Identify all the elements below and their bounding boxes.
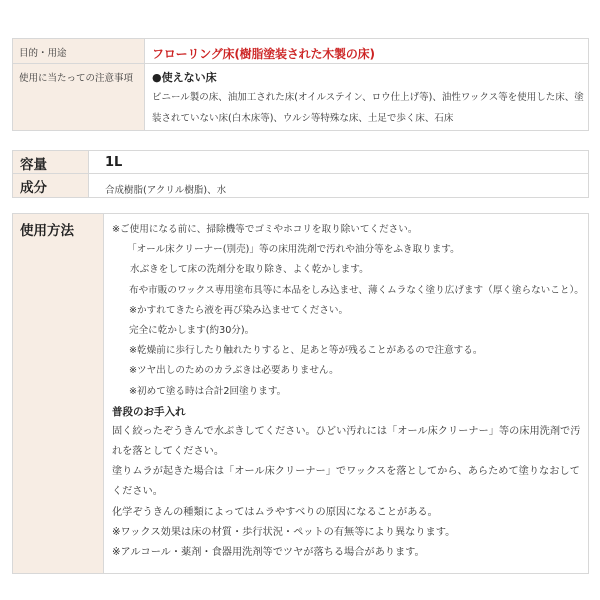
purpose-value: フローリング床(樹脂塗装された木製の床) [152,47,375,61]
usage-row [13,214,589,574]
volume-label: 容量 [13,151,89,174]
product-table [12,150,589,198]
care-line: ※アルコール・薬剤・食器用洗剤等でツヤが落ちる場合があります。 [112,547,425,559]
ingredient-value: 合成樹脂(アクリル樹脂)、水 [105,185,227,196]
care-line: 塗りムラが起きた場合は「オール床クリーナー」でワックスを落としてから、あらためて塗りなおしてください。 [112,466,580,498]
usage-step: 完全に乾かします(約30分)。 [129,325,255,337]
purpose-label: 目的・用途 [13,39,145,64]
usage-step: ※ツヤ出しのためのカラぶきは必要ありません。 [129,365,339,377]
ingredient-label: 成分 [13,174,89,198]
usage-table [12,213,589,574]
spec-table [12,38,589,131]
usage-step: 水ぶきをして床の洗剤分を取り除き、よく乾かします。 [130,264,369,276]
caution-row [13,64,589,131]
usage-label: 使用方法 [13,214,104,574]
care-line: 化学ぞうきんの種類によってはムラやすべりの原因になることがある。 [112,506,438,518]
usage-step: ※かすれてきたら液を再び染み込ませてください。 [129,304,349,316]
ingredient-row [13,174,589,198]
care-line: 固く絞ったぞうきんで水ぶきしてください。ひどい汚れには「オール床クリーナー」等の床用洗剤で汚れを落としてください。 [112,425,581,458]
caution-label: 使用に当たっての注意事項 [13,64,145,131]
usage-step: ※初めて塗る時は合計2回塗ります。 [129,385,287,397]
usage-step: 「オール床クリーナー(別売)」等の床用洗剤で汚れや油分等をふき取ります。 [127,244,460,256]
care-line: ※ワックス効果は床の材質・歩行状況・ペットの有無等により異なります。 [112,526,456,538]
volume-value: 1L [105,155,123,170]
usage-step: ※乾燥前に歩行したり触れたりすると、足あと等が残ることがあるので注意する。 [129,345,483,357]
caution-heading: ●使えない床 [152,71,217,84]
usage-step: ※ご使用になる前に、掃除機等でゴミやホコリを取り除いてください。 [112,224,418,235]
caution-text: ビニール製の床、油加工された床(オイルステイン、ロウ仕上げ等)、油性ワックス等を使用した床、塗装されていない床(白木床等)、ウルシ等特殊な床、土足で歩く床、石床 [152,92,584,124]
usage-body [104,214,589,574]
volume-row [13,151,589,174]
purpose-row [13,39,589,64]
care-title: 普段のお手入れ [112,405,186,418]
usage-step: 布や市販のワックス専用塗布具等に本品をしみ込ませ、薄くムラなく塗り広げます（厚く塗らないこと）。 [129,284,584,296]
